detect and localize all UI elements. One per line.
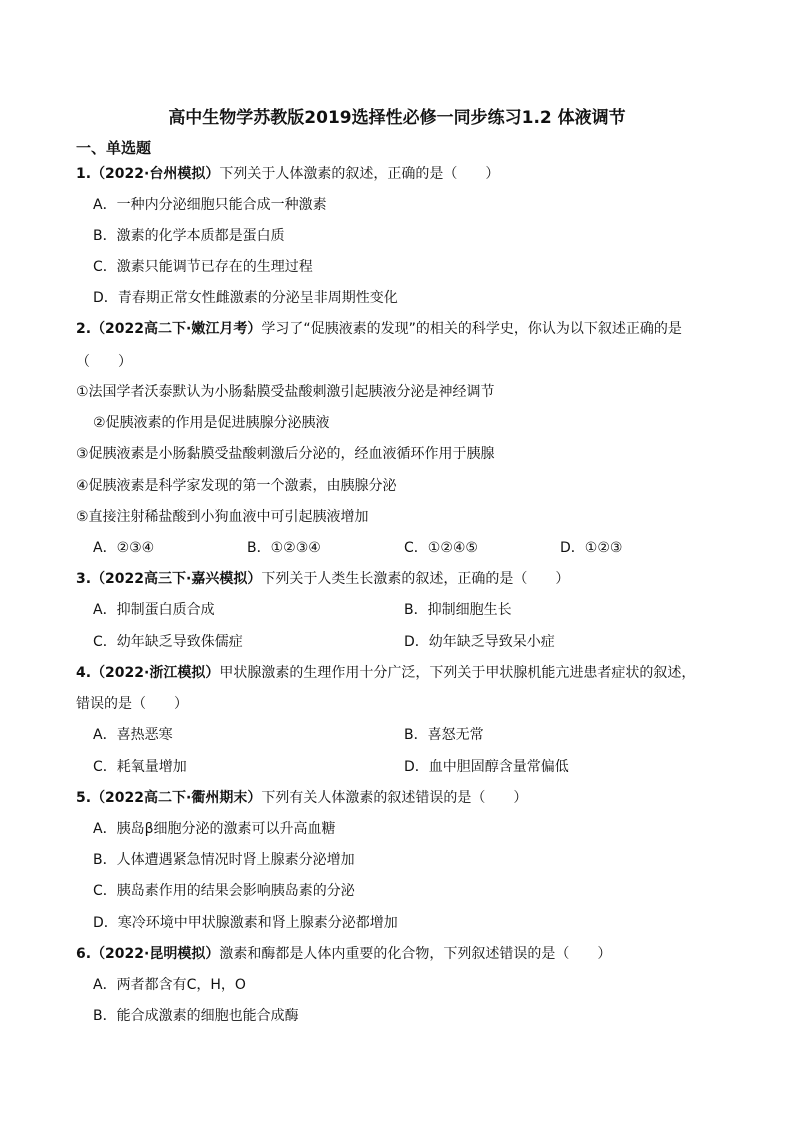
option-d[interactable]: D．①②③ xyxy=(560,540,623,556)
question-2-stem xyxy=(76,319,682,339)
option-d[interactable]: D．幼年缺乏导致呆小症 xyxy=(404,634,555,650)
question-5-stem xyxy=(76,788,527,808)
option-b[interactable]: B．①②③④ xyxy=(247,540,321,556)
option-c[interactable]: C．耗氧量增加 xyxy=(93,759,187,775)
option-b[interactable]: B．人体遭遇紧急情况时肾上腺素分泌增加 xyxy=(93,852,355,868)
option-d[interactable]: D．血中胆固醇含量常偏低 xyxy=(404,759,569,775)
question-source: （2022高二下·嫩江月考） xyxy=(91,321,262,337)
question-number: 6. xyxy=(76,946,92,962)
option-c[interactable]: C．①②④⑤ xyxy=(404,540,478,556)
statement-5: ⑤直接注射稀盐酸到小狗血液中可引起胰液增加 xyxy=(76,509,369,525)
option-c[interactable]: C．胰岛素作用的结果会影响胰岛素的分泌 xyxy=(93,883,355,899)
question-4-stem-continued: 错误的是（ ） xyxy=(76,696,188,712)
question-source: （2022·浙江模拟） xyxy=(91,665,220,681)
question-number: 5. xyxy=(76,790,92,806)
option-a[interactable]: A．喜热恶寒 xyxy=(93,727,173,743)
option-c[interactable]: C．幼年缺乏导致侏儒症 xyxy=(93,634,243,650)
page-title: 高中生物学苏教版2019选择性必修一同步练习1.2 体液调节 xyxy=(168,108,626,128)
question-4-stem xyxy=(76,663,695,683)
option-b[interactable]: B．能合成激素的细胞也能合成酶 xyxy=(93,1008,299,1024)
question-text: 学习了“促胰液素的发现”的相关的科学史，你认为以下叙述正确的是 xyxy=(261,321,682,337)
statement-1: ①法国学者沃泰默认为小肠黏膜受盐酸刺激引起胰液分泌是神经调节 xyxy=(76,384,495,400)
question-text: 下列有关人体激素的叙述错误的是（ ） xyxy=(261,790,528,806)
question-number: 3. xyxy=(76,571,92,587)
question-source: （2022·台州模拟） xyxy=(91,166,220,182)
question-3-stem xyxy=(76,569,569,589)
question-text: 下列关于人类生长激素的叙述，正确的是（ ） xyxy=(261,571,570,587)
question-6-stem xyxy=(76,944,611,964)
option-a[interactable]: A．两者都含有C，H，O xyxy=(93,977,246,993)
option-c[interactable]: C．激素只能调节已存在的生理过程 xyxy=(93,259,313,275)
question-text: 激素和酶都是人体内重要的化合物，下列叙述错误的是（ ） xyxy=(219,946,612,962)
question-2-stem-continued: （ ） xyxy=(76,354,132,370)
option-a[interactable]: A．②③④ xyxy=(93,540,155,556)
option-d[interactable]: D．青春期正常女性雌激素的分泌呈非周期性变化 xyxy=(93,290,398,306)
statement-3: ③促胰液素是小肠黏膜受盐酸刺激后分泌的，经血液循环作用于胰腺 xyxy=(76,446,495,462)
option-a[interactable]: A．一种内分泌细胞只能合成一种激素 xyxy=(93,197,327,213)
question-number: 1. xyxy=(76,166,92,182)
option-b[interactable]: B．激素的化学本质都是蛋白质 xyxy=(93,228,285,244)
option-b[interactable]: B．抑制细胞生长 xyxy=(404,602,512,618)
question-text: 甲状腺激素的生理作用十分广泛，下列关于甲状腺机能亢进患者症状的叙述， xyxy=(219,665,696,681)
statement-2: ②促胰液素的作用是促进胰腺分泌胰液 xyxy=(93,415,330,431)
question-number: 2. xyxy=(76,321,92,337)
question-source: （2022·昆明模拟） xyxy=(91,946,220,962)
option-b[interactable]: B．喜怒无常 xyxy=(404,727,484,743)
question-text: 下列关于人体激素的叙述，正确的是（ ） xyxy=(219,166,500,182)
option-a[interactable]: A．抑制蛋白质合成 xyxy=(93,602,215,618)
option-a[interactable]: A．胰岛β细胞分泌的激素可以升高血糖 xyxy=(93,821,336,837)
statement-4: ④促胰液素是科学家发现的第一个激素，由胰腺分泌 xyxy=(76,478,397,494)
section-heading: 一、单选题 xyxy=(76,139,152,157)
question-source: （2022高三下·嘉兴模拟） xyxy=(91,571,262,587)
option-d[interactable]: D．寒冷环境中甲状腺激素和肾上腺素分泌都增加 xyxy=(93,915,398,931)
question-1-stem xyxy=(76,164,499,184)
question-source: （2022高二下·衢州期末） xyxy=(91,790,262,806)
question-number: 4. xyxy=(76,665,92,681)
